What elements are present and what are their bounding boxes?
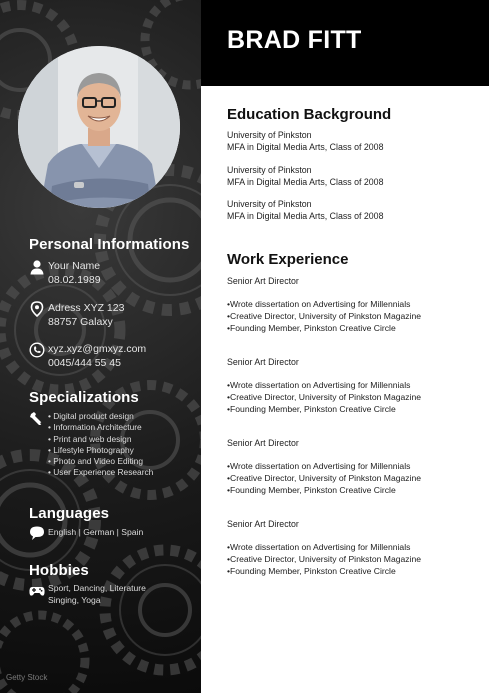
specializations-row xyxy=(29,411,153,479)
job-entry xyxy=(227,519,477,577)
profile-photo xyxy=(18,46,180,208)
job-role: Senior Art Director xyxy=(227,276,299,286)
job-bullet: •Wrote dissertation on Advertising for Millennials xyxy=(227,380,411,390)
person-name: BRAD FITT xyxy=(227,26,362,54)
job-bullet: •Creative Director, University of Pinkston Magazine xyxy=(227,391,422,402)
job-bullet: •Creative Director, University of Pinkston Magazine xyxy=(227,310,422,321)
hobbies-row xyxy=(29,583,146,606)
gamepad-icon xyxy=(29,583,45,599)
school-name: University of Pinkston xyxy=(227,199,312,209)
job-entry xyxy=(227,357,477,415)
list-item: • User Experience Research xyxy=(48,467,154,478)
list-item: • Print and web design xyxy=(48,433,132,444)
education-item xyxy=(227,199,383,222)
name-line-1: Your Name xyxy=(48,260,101,272)
job-bullet: •Wrote dissertation on Advertising for Millennials xyxy=(227,461,411,471)
specializations-title: Specializations xyxy=(29,389,139,406)
work-experience-title: Work Experience xyxy=(227,251,349,268)
education-title: Education Background xyxy=(227,106,392,123)
job-entry xyxy=(227,276,477,334)
education-item xyxy=(227,165,383,188)
job-bullet: •Creative Director, University of Pinkston Magazine xyxy=(227,472,422,483)
languages-text: English | German | Spain xyxy=(48,527,144,537)
job-bullet: •Wrote dissertation on Advertising for Millennials xyxy=(227,542,411,552)
birthdate: 08.02.1989 xyxy=(48,274,101,286)
job-bullet: •Founding Member, Pinkston Creative Circle xyxy=(227,322,396,333)
job-bullet: •Founding Member, Pinkston Creative Circle xyxy=(227,565,396,576)
languages-row xyxy=(29,525,143,541)
education-item xyxy=(227,130,383,153)
degree: MFA in Digital Media Arts, Class of 2008 xyxy=(227,210,384,221)
address-line-2: 88757 Galaxy xyxy=(48,316,113,328)
job-entry xyxy=(227,438,477,496)
languages-title: Languages xyxy=(29,505,110,522)
name-header xyxy=(201,0,489,86)
job-bullet: •Founding Member, Pinkston Creative Circle xyxy=(227,403,396,414)
contact-row xyxy=(29,342,146,370)
school-name: University of Pinkston xyxy=(227,130,312,140)
list-item: • Digital product design xyxy=(48,411,134,421)
address-line-1: Adress XYZ 123 xyxy=(48,302,125,314)
watermark: Getty Stock xyxy=(6,673,48,682)
degree: MFA in Digital Media Arts, Class of 2008 xyxy=(227,176,384,187)
speech-bubble-icon xyxy=(29,525,45,541)
hobbies-title: Hobbies xyxy=(29,562,89,579)
email: xyz.xyz@gmxyz.com xyxy=(48,343,147,355)
list-item: • Photo and Video Editing xyxy=(48,456,143,467)
job-bullet: •Wrote dissertation on Advertising for Millennials xyxy=(227,299,411,309)
degree: MFA in Digital Media Arts, Class of 2008 xyxy=(227,141,384,152)
job-role: Senior Art Director xyxy=(227,357,299,367)
person-icon xyxy=(29,259,45,275)
job-role: Senior Art Director xyxy=(227,519,299,529)
list-item: • Lifestyle Photography xyxy=(48,444,134,455)
hobbies-line-1: Sport, Dancing, Literature xyxy=(48,583,146,593)
tools-icon xyxy=(29,411,45,427)
job-role: Senior Art Director xyxy=(227,438,299,448)
list-item: • Information Architecture xyxy=(48,422,142,433)
job-bullet: •Creative Director, University of Pinkston Magazine xyxy=(227,553,422,564)
hobbies-line-2: Singing, Yoga xyxy=(48,594,101,605)
sidebar xyxy=(0,0,201,693)
specializations-list xyxy=(48,411,153,479)
personal-info-title: Personal Informations xyxy=(29,236,190,253)
location-pin-icon xyxy=(29,301,45,317)
school-name: University of Pinkston xyxy=(227,165,312,175)
name-row xyxy=(29,259,101,287)
portrait-illustration xyxy=(18,46,180,208)
phone-icon xyxy=(29,342,45,358)
job-bullet: •Founding Member, Pinkston Creative Circle xyxy=(227,484,396,495)
hobbies-text xyxy=(48,583,146,606)
address-row xyxy=(29,301,124,329)
phone-number: 0045/444 55 45 xyxy=(48,357,121,369)
